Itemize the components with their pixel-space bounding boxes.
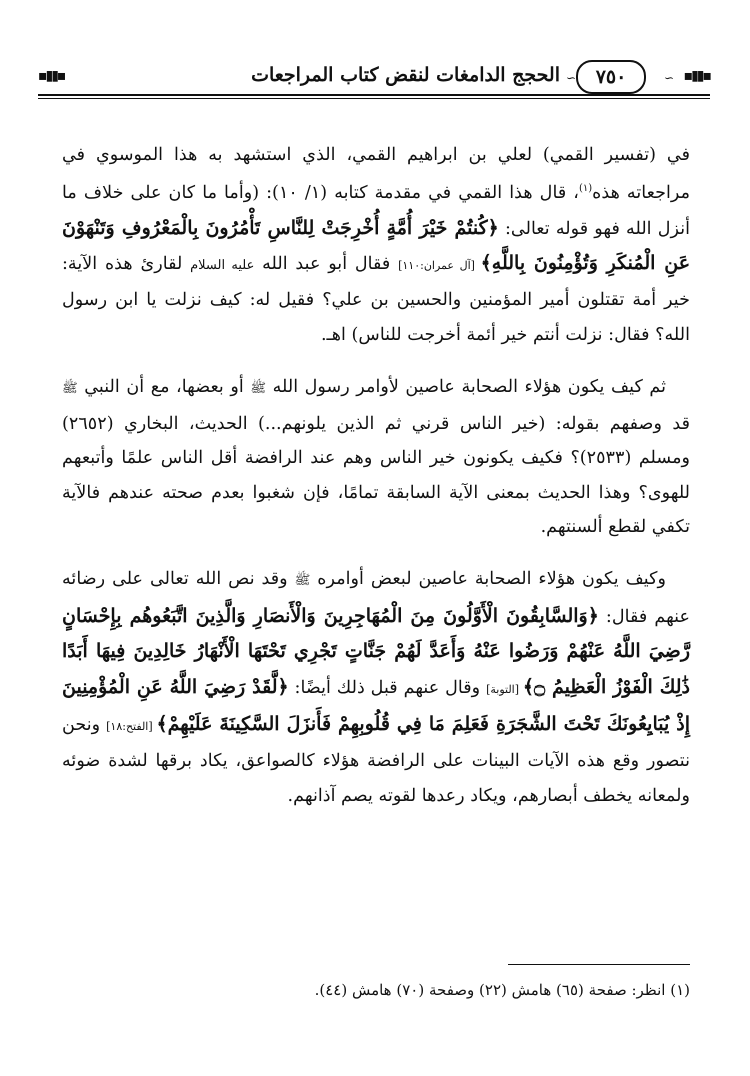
text-segment: وقد نص الله تعالى على رضائه عنهم فقال:	[62, 569, 690, 627]
main-text	[62, 138, 690, 813]
quran-verse: ﴿وَالسَّابِقُونَ الْأَوَّلُونَ مِنَ الْمُهَاجِرِينَ وَالْأَنصَارِ وَالَّذِينَ اتَّبَعُوهُم بِإِحْسَانٍ رَّضِيَ اللَّهُ عَنْهُمْ وَرَضُوا عَنْهُ وَأَعَدَّ لَهُمْ جَنَّاتٍ تَجْرِي تَحْتَهَا الْأَنْهَارُ خَالِدِينَ فِيهَا أَبَدًا ذَٰلِكَ الْفَوْزُ الْعَظِيمُ ۝﴾	[62, 604, 690, 698]
honorific: ﷺ	[250, 381, 267, 397]
header-swirl-icon: ∼	[663, 71, 674, 85]
text-segment: وكيف يكون هؤلاء الصحابة عاصين لبعض أوامره	[310, 569, 666, 590]
text-segment: ، قال هذا القمي في مقدمة كتابه (١/ ١٠): (وأما ما كان على خلاف ما أنزل الله فهو قوله تعالى:	[62, 183, 690, 239]
header-ornament-icon: ▪▮▮▪	[38, 68, 65, 84]
quran-verse: ﴿لَّقَدْ رَضِيَ اللَّهُ عَنِ الْمُؤْمِنِينَ إِذْ يُبَايِعُونَكَ تَحْتَ الشَّجَرَةِ فَعَلِمَ مَا فِي قُلُوبِهِمْ فَأَنزَلَ السَّكِينَةَ عَلَيْهِمْ﴾	[62, 675, 690, 735]
text-segment: لقارئ هذه الآية: خير أمة تقتلون أمير المؤمنين والحسين بن علي؟ فقيل له: كيف نزلت يا ابن رسول الله؟ فقال: نزلت أنتم خير أئمة أخرجت للناس) اهـ.	[62, 254, 690, 345]
footnote: (١) انظر: صفحة (٦٥) هامش (٢٢) وصفحة (٧٠) هامش (٤٤).	[314, 981, 690, 999]
honorific: عليه السلام	[190, 258, 255, 274]
footnote-separator	[508, 964, 690, 965]
honorific: ﷺ	[62, 381, 78, 397]
paragraph	[62, 370, 690, 544]
header-rule	[38, 94, 710, 96]
footnote-marker: (١)	[578, 183, 593, 195]
text-segment: فقال أبو عبد الله	[254, 254, 399, 275]
text-segment: وقال عنهم قبل ذلك أيضًا:	[288, 677, 487, 698]
quran-verse: ﴿كُنتُمْ خَيْرَ أُمَّةٍ أُخْرِجَتْ لِلنَّاسِ تَأْمُرُونَ بِالْمَعْرُوفِ وَتَنْهَوْنَ عَنِ الْمُنكَرِ وَتُؤْمِنُونَ بِاللَّهِ﴾	[62, 216, 691, 275]
header-swirl-icon: ∼	[565, 71, 576, 85]
verse-reference: [التوبة]	[486, 682, 523, 696]
verse-reference: [الفتح:١٨]	[106, 719, 157, 733]
text-segment: في (تفسير القمي) لعلي بن ابراهيم القمي، الذي استشهد به هذا الموسوي في مراجعاته هذه	[62, 145, 690, 204]
text-segment: أو بعضها، مع أن النبي	[77, 377, 251, 398]
paragraph	[62, 138, 690, 352]
running-title: الحجج الدامغات لنقض كتاب المراجعات	[251, 64, 560, 86]
header-ornament-icon: ▪▮▮▪	[683, 68, 710, 84]
running-header	[38, 58, 710, 98]
honorific: ﷺ	[294, 573, 311, 589]
text-segment: ونحن نتصور وقع هذه الآيات البينات على الرافضة هؤلاء كالصواعق، يكاد برقها لشدة ضوئه ولمعانه يخطف أبصارهم، ويكاد رعدها لقوته يصم آذانهم.	[62, 714, 690, 806]
paragraph	[62, 562, 690, 813]
page-number: ٧٥٠	[576, 60, 646, 94]
header-rule	[38, 98, 710, 99]
text-segment: ثم كيف يكون هؤلاء الصحابة عاصين لأوامر رسول الله	[266, 377, 667, 398]
verse-reference: [آل عمران:١١٠]	[398, 259, 481, 273]
text-segment: قد وصفهم بقوله: (خير الناس قرني ثم الذين يلونهم...) الحديث، البخاري (٢٦٥٢) ومسلم (٢٥٣٣)؟ فكيف يكونون خير الناس وهم عند الرافضة أقل الناس علمًا وأتبعهم للهوى؟ وهذا الحديث بمعنى الآية السابقة تمامًا، فإن شغبوا بعدم صحته عندهم فالآية تكفي لقطع ألسنتهم.	[62, 413, 690, 537]
